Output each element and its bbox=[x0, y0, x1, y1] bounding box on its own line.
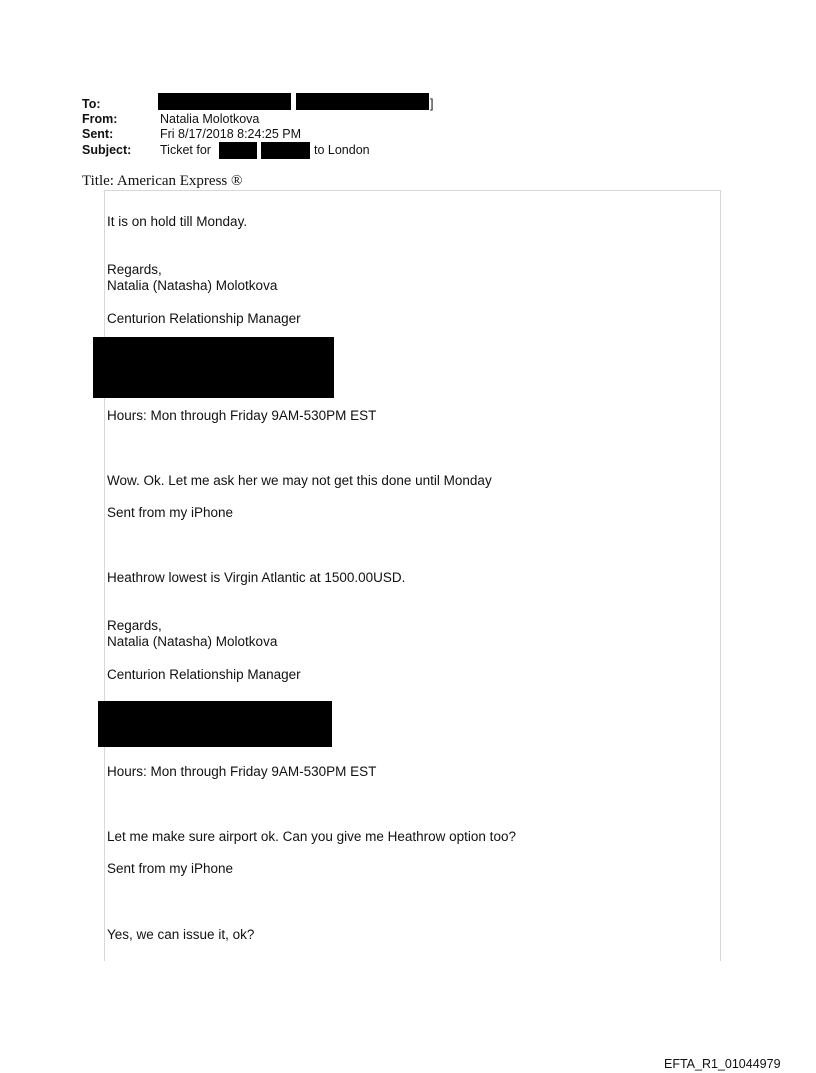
from-value: Natalia Molotkova bbox=[160, 112, 260, 126]
redaction-to-2 bbox=[296, 93, 429, 110]
bates-number: EFTA_R1_01044979 bbox=[664, 1057, 781, 1071]
body-line: Regards, bbox=[107, 262, 162, 277]
redaction-to-1 bbox=[158, 93, 291, 110]
body-line: Yes, we can issue it, ok? bbox=[107, 927, 255, 942]
subject-suffix: to London bbox=[314, 143, 370, 157]
body-line: Natalia (Natasha) Molotkova bbox=[107, 278, 278, 293]
to-value-tail: ] bbox=[430, 97, 434, 111]
body-line: Natalia (Natasha) Molotkova bbox=[107, 634, 278, 649]
subject-label: Subject: bbox=[82, 143, 132, 157]
body-line: Centurion Relationship Manager bbox=[107, 311, 301, 326]
to-label: To: bbox=[82, 97, 101, 111]
body-line: Let me make sure airport ok. Can you give me Heathrow option too? bbox=[107, 829, 516, 844]
body-line: Hours: Mon through Friday 9AM-530PM EST bbox=[107, 764, 377, 779]
body-line: Sent from my iPhone bbox=[107, 861, 234, 876]
body-line: Hours: Mon through Friday 9AM-530PM EST bbox=[107, 408, 377, 423]
redaction-subject-2 bbox=[261, 142, 310, 159]
subject-prefix: Ticket for bbox=[160, 143, 211, 157]
body-line: Wow. Ok. Let me ask her we may not get this done until Monday bbox=[107, 473, 492, 488]
redaction-signature-1 bbox=[93, 337, 334, 398]
sent-value: Fri 8/17/2018 8:24:25 PM bbox=[160, 127, 302, 141]
body-line: Centurion Relationship Manager bbox=[107, 667, 301, 682]
redaction-signature-2 bbox=[98, 701, 332, 747]
body-line: It is on hold till Monday. bbox=[107, 214, 248, 229]
body-line: Regards, bbox=[107, 618, 162, 633]
document-title: Title: American Express ® bbox=[82, 173, 243, 189]
body-line: Sent from my iPhone bbox=[107, 505, 234, 520]
body-line: Heathrow lowest is Virgin Atlantic at 1500.00USD. bbox=[107, 570, 406, 585]
from-label: From: bbox=[82, 112, 118, 126]
sent-label: Sent: bbox=[82, 127, 114, 141]
redaction-subject-1 bbox=[219, 142, 257, 159]
